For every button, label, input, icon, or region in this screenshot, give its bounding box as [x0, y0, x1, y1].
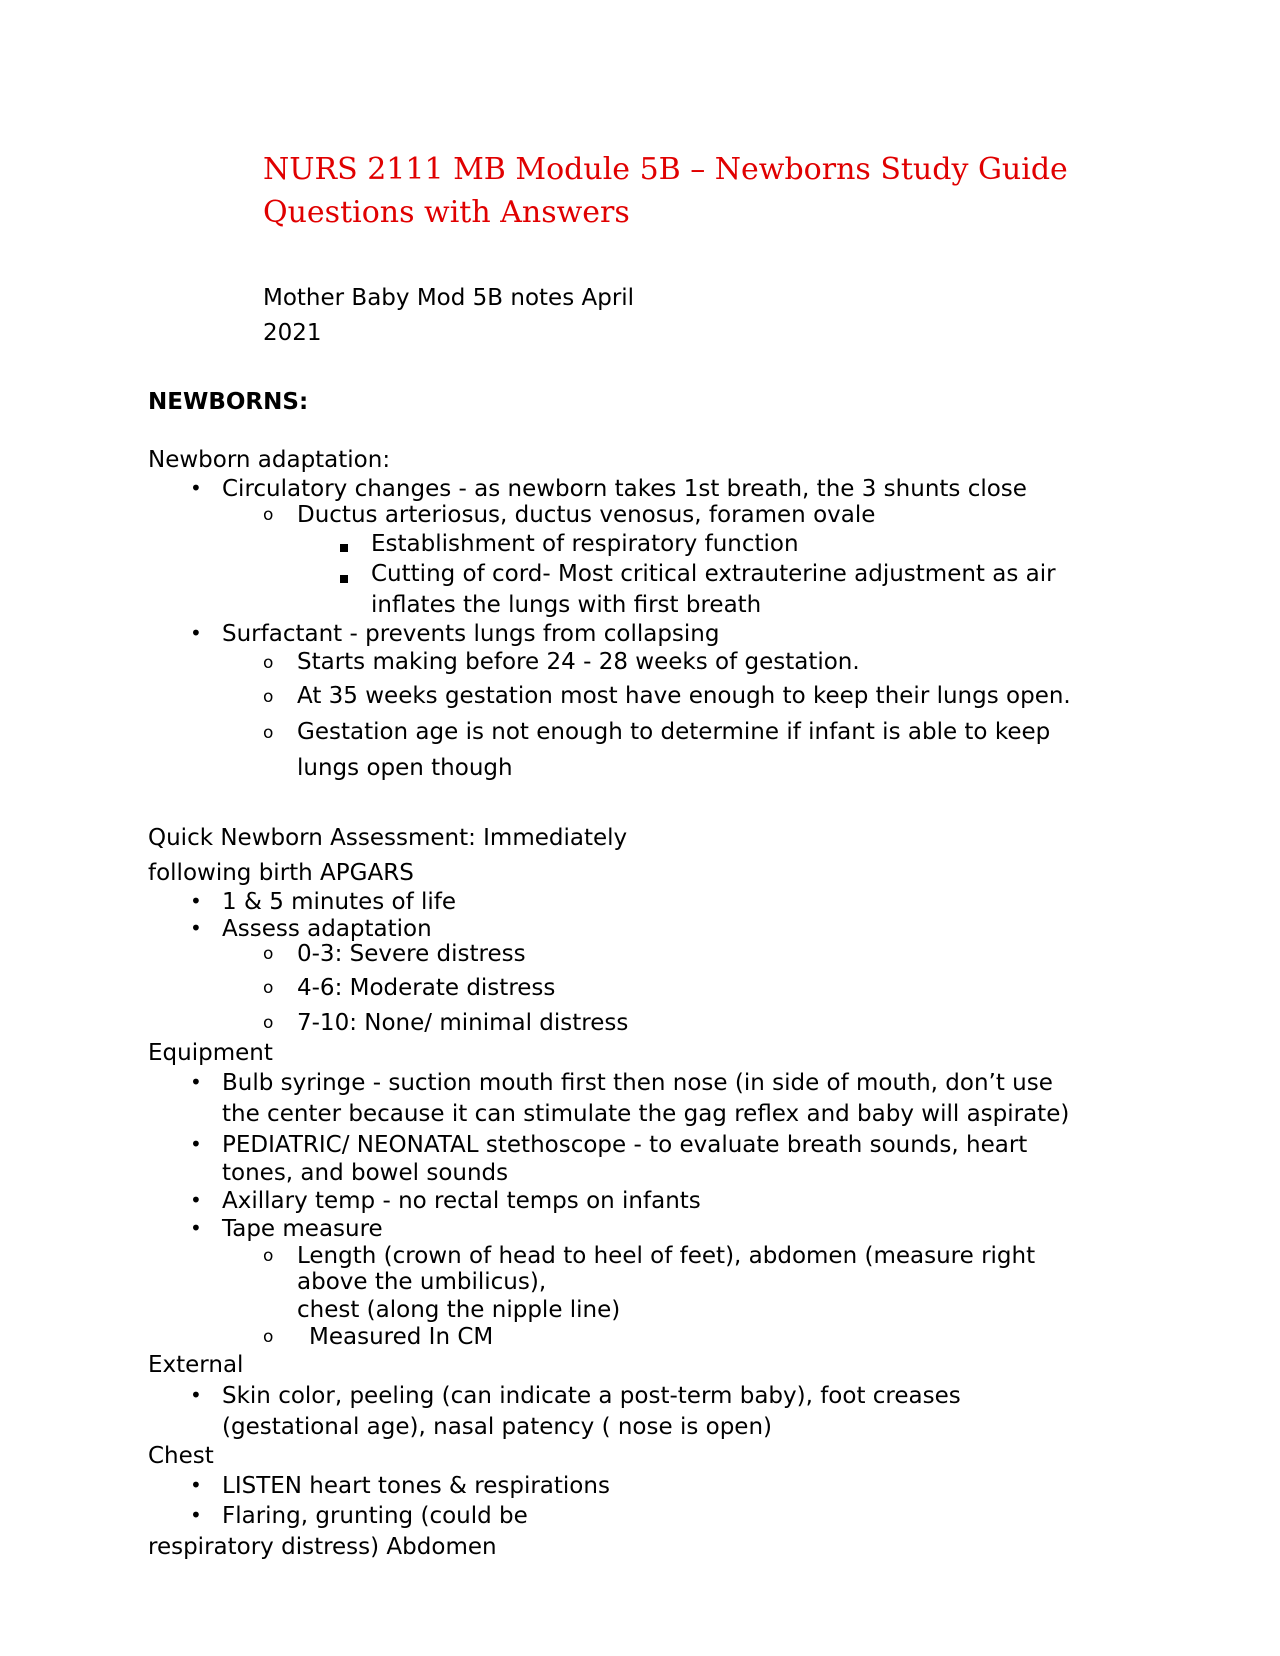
bullet-marker: •	[190, 1070, 202, 1094]
list-item-bulb-syringe-continued: the center because it can stimulate the gag reflex and baby will aspirate)	[222, 1101, 1070, 1127]
list-item-measured-in-cm: Measured In CM	[309, 1324, 494, 1350]
list-item-cutting-cord: Cutting of cord- Most critical extrauterine adjustment as air	[371, 561, 1056, 587]
bullet-marker: •	[190, 1132, 202, 1156]
list-item-flaring: Flaring, grunting (could be	[222, 1503, 528, 1529]
list-item-circulatory-changes: Circulatory changes - as newborn takes 1st breath, the 3 shunts close	[222, 476, 1027, 502]
sub-bullet-marker: o	[263, 723, 274, 743]
sub-bullet-marker: o	[263, 1246, 274, 1266]
list-item-skin-color-continued: (gestational age), nasal patency ( nose is open)	[222, 1414, 773, 1440]
list-item-bulb-syringe: Bulb syringe - suction mouth first then nose (in side of mouth, don’t use	[222, 1070, 1053, 1096]
newborn-adaptation-heading: Newborn adaptation:	[148, 447, 391, 473]
list-item-apgar-severe: 0-3: Severe distress	[297, 941, 526, 967]
sub-bullet-marker: o	[263, 653, 274, 673]
bullet-marker: •	[190, 1473, 202, 1497]
list-item-axillary-temp: Axillary temp - no rectal temps on infants	[222, 1188, 701, 1214]
bullet-marker: •	[190, 1383, 202, 1407]
list-item-surfactant: Surfactant - prevents lungs from collapsing	[222, 621, 720, 647]
list-item-gestation-age-continued: lungs open though	[297, 755, 513, 781]
bullet-marker: •	[190, 476, 202, 500]
list-item-shunts: Ductus arteriosus, ductus venosus, foramen ovale	[297, 502, 876, 528]
list-item-respiratory-function: Establishment of respiratory function	[371, 531, 799, 557]
list-item-apgar-moderate: 4-6: Moderate distress	[297, 975, 556, 1001]
quick-assessment-heading: Quick Newborn Assessment: Immediately	[148, 825, 628, 851]
list-item-length-continued: above the umbilicus),	[297, 1269, 547, 1295]
bullet-marker: •	[190, 916, 202, 940]
list-item-skin-color: Skin color, peeling (can indicate a post-term baby), foot creases	[222, 1383, 961, 1409]
bullet-marker: •	[190, 1188, 202, 1212]
document-title: NURS 2111 MB Module 5B – Newborns Study Guide Questions with Answers	[263, 152, 1068, 230]
sub-bullet-marker: o	[263, 505, 274, 525]
list-item-assess-adaptation: Assess adaptation	[222, 916, 432, 942]
sub-bullet-marker: o	[263, 978, 274, 998]
bullet-marker: •	[190, 621, 202, 645]
list-item-tape-measure: Tape measure	[222, 1216, 383, 1242]
respiratory-distress-abdomen: respiratory distress) Abdomen	[148, 1534, 497, 1560]
sub-bullet-marker: o	[263, 687, 274, 707]
bullet-marker: •	[190, 1503, 202, 1527]
list-item-apgar-none: 7-10: None/ minimal distress	[297, 1010, 629, 1036]
document-subtitle: Mother Baby Mod 5B notes April 2021	[263, 285, 635, 346]
list-item-stethoscope: PEDIATRIC/ NEONATAL stethoscope - to evaluate breath sounds, heart	[222, 1132, 1028, 1158]
list-item-apgar-timing: 1 & 5 minutes of life	[222, 889, 457, 915]
sub-bullet-marker: o	[263, 944, 274, 964]
external-heading: External	[148, 1352, 244, 1378]
equipment-heading: Equipment	[148, 1040, 273, 1066]
square-bullet-marker	[340, 544, 348, 552]
section-heading-newborns: NEWBORNS:	[148, 389, 309, 415]
sub-bullet-marker: o	[263, 1327, 274, 1347]
quick-assessment-heading-continued: following birth APGARS	[148, 860, 414, 886]
list-item-stethoscope-continued: tones, and bowel sounds	[222, 1160, 509, 1186]
list-item-surfactant-35-weeks: At 35 weeks gestation most have enough to keep their lungs open.	[297, 683, 1071, 709]
square-bullet-marker	[340, 575, 348, 583]
list-item-cutting-cord-continued: inflates the lungs with first breath	[371, 592, 762, 618]
list-item-length: Length (crown of head to heel of feet), abdomen (measure right	[297, 1243, 1036, 1269]
bullet-marker: •	[190, 889, 202, 913]
list-item-surfactant-start: Starts making before 24 - 28 weeks of gestation.	[297, 649, 860, 675]
chest-heading: Chest	[148, 1443, 214, 1469]
list-item-chest-measure: chest (along the nipple line)	[297, 1297, 621, 1323]
list-item-listen: LISTEN heart tones & respirations	[222, 1473, 610, 1499]
list-item-gestation-age: Gestation age is not enough to determine if infant is able to keep	[297, 719, 1051, 745]
sub-bullet-marker: o	[263, 1013, 274, 1033]
bullet-marker: •	[190, 1216, 202, 1240]
